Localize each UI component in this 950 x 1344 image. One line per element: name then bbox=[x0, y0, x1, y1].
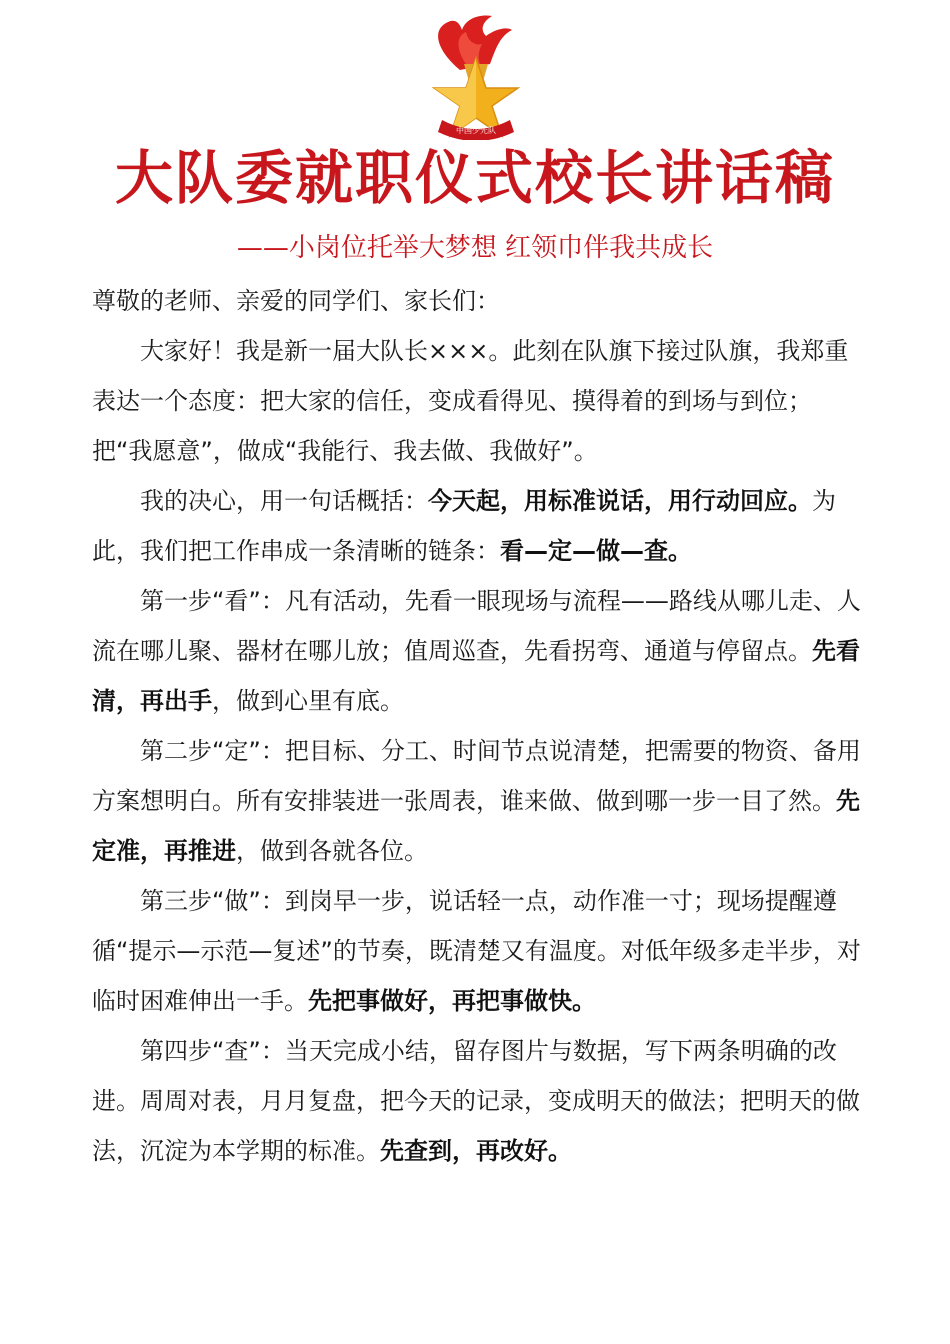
young-pioneers-emblem bbox=[420, 12, 532, 140]
paragraph-6 bbox=[92, 1026, 872, 1176]
salutation: 尊敬的老师、亲爱的同学们、家长们： bbox=[92, 287, 500, 315]
paragraph-2-emphasis-2: 看—定—做—查。 bbox=[500, 537, 692, 565]
paragraph-2-text-2: 为此，我们把工作串成一条清晰的链条： bbox=[92, 487, 836, 565]
paragraph-1-text: 大家好！我是新一届大队长×××。此刻在队旗下接过队旗，我郑重表达一个态度：把大家的信任，变成看得见、摸得着的到场与到位；把“我愿意”，做成“我能行、我去做、我做好”。 bbox=[92, 337, 849, 465]
page-subtitle: ——小岗位托举大梦想 红领巾伴我共成长 bbox=[236, 233, 714, 263]
paragraph-3 bbox=[92, 576, 872, 726]
paragraph-4-emphasis: 先定准，再推进 bbox=[92, 787, 860, 865]
paragraph-2 bbox=[92, 476, 872, 576]
paragraph-4-tail: ，做到各就各位。 bbox=[236, 837, 428, 865]
paragraph-4-text: 第二步“定”：把目标、分工、时间节点说清楚，把需要的物资、备用方案想明白。所有安排装进一张周表，谁来做、做到哪一步一目了然。 bbox=[92, 737, 861, 815]
paragraph-6-text: 第四步“查”：当天完成小结，留存图片与数据，写下两条明确的改进。周周对表，月月复盘，把今天的记录，变成明天的做法；把明天的做法，沉淀为本学期的标准。 bbox=[92, 1037, 860, 1165]
paragraph-3-tail: ，做到心里有底。 bbox=[212, 687, 404, 715]
paragraph-2-text: 我的决心，用一句话概括： bbox=[140, 487, 428, 515]
paragraph-4 bbox=[92, 726, 872, 876]
paragraph-6-emphasis: 先查到，再改好。 bbox=[380, 1137, 572, 1165]
paragraph-3-emphasis: 先看清，再出手 bbox=[92, 637, 860, 715]
speech-body bbox=[92, 276, 872, 1176]
paragraph-2-emphasis-1: 今天起，用标准说话，用行动回应。 bbox=[428, 487, 812, 515]
emblem-ribbon-text: 中国少先队 bbox=[456, 126, 496, 135]
paragraph-5 bbox=[92, 876, 872, 1026]
paragraph-5-text: 第三步“做”：到岗早一步，说话轻一点，动作准一寸；现场提醒遵循“提示—示范—复述”的节奏，既清楚又有温度。对低年级多走半步，对临时困难伸出一手。 bbox=[92, 887, 861, 1015]
paragraph-3-text: 第一步“看”：凡有活动，先看一眼现场与流程——路线从哪儿走、人流在哪儿聚、器材在哪儿放；值周巡查，先看拐弯、通道与停留点。 bbox=[92, 587, 861, 665]
page-title: 大队委就职仪式校长讲话稿 bbox=[114, 144, 835, 212]
paragraph-5-emphasis: 先把事做好，再把事做快。 bbox=[308, 987, 596, 1015]
paragraph-1 bbox=[92, 326, 872, 476]
